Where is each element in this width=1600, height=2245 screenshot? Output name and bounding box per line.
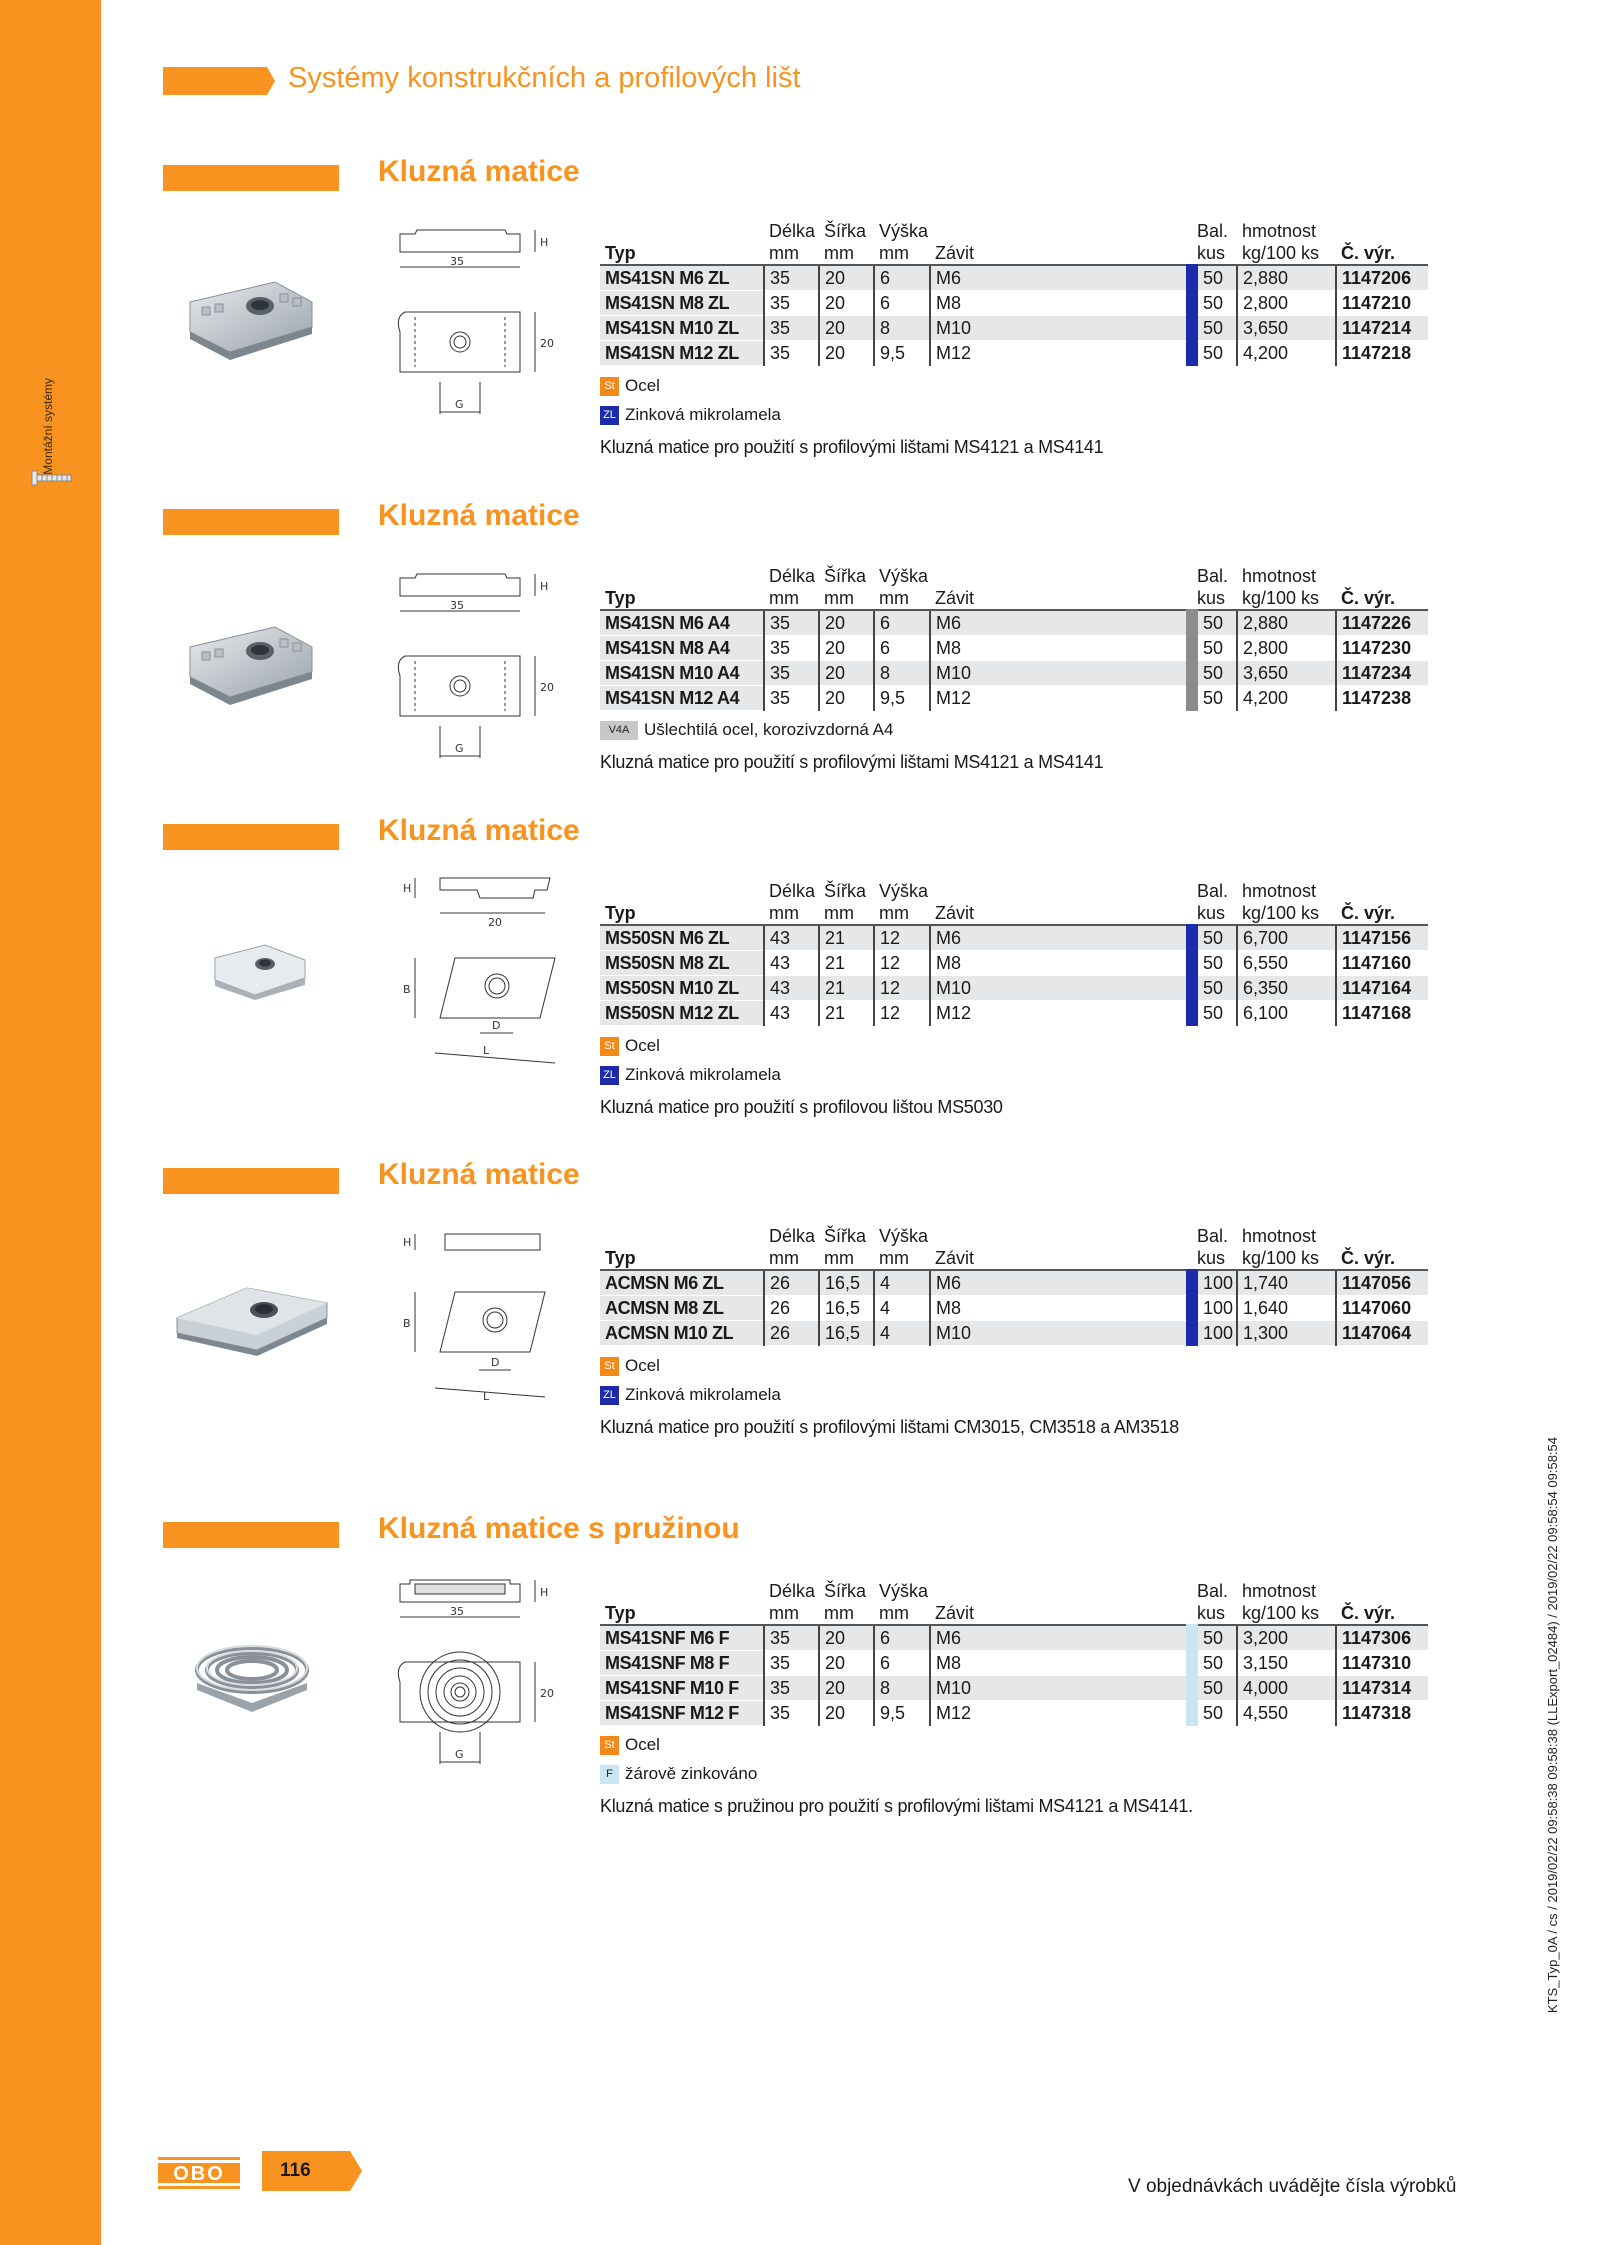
material-legend-st: St Ocel xyxy=(600,1735,660,1755)
dim-b: B xyxy=(403,983,411,996)
svg-text:OBO: OBO xyxy=(173,2163,225,2185)
zl-badge: ZL xyxy=(600,406,619,425)
table-row: MS41SN M8 A4 35 20 6 M8 50 2,800 1147230 xyxy=(600,636,1428,661)
dim-g: G xyxy=(455,1748,464,1761)
section-bar xyxy=(163,509,339,535)
dim-length: 35 xyxy=(450,599,464,612)
side-stamp: KTS_Typ_0A / cs / 2019/02/22 09:58:38 09:58:38 (LLExport_02484) / 2019/02/22 09:58:54 09:58:54 xyxy=(1545,1437,1560,2014)
material-legend-f: F žárově zinkováno xyxy=(600,1764,757,1784)
dim-length: 35 xyxy=(450,1605,464,1618)
footer-note: V objednávkách uvádějte čísla výrobků xyxy=(1128,2176,1457,2197)
dim-height: H xyxy=(540,1586,549,1599)
table-row: MS41SNF M10 F 35 20 8 M10 50 4,000 1147314 xyxy=(600,1676,1428,1701)
zl-badge: ZL xyxy=(600,1386,619,1405)
dim-d: D xyxy=(491,1356,500,1369)
section-note: Kluzná matice pro použití s profilovou lištou MS5030 xyxy=(600,1097,1003,1117)
sidebar-label: Montážní systémy xyxy=(41,378,55,475)
section-bar xyxy=(163,1168,339,1194)
dim-height: H xyxy=(403,882,412,895)
f-badge: F xyxy=(600,1765,619,1784)
dim-g: G xyxy=(455,742,464,755)
product-table: Délka Šířka Výška Bal. hmotnost Typ mm mm mm Závit kus kg/100 ks Č. výr. ACMSN M6 ZL 26 16,5 4 M6 100 1,740 1147056 ACMSN M8 ZL 26 16,5 4 M8 100 1,640 1147060 ACMSN M10 ZL 26 16,5 4 M10 100 1,300 1147064 xyxy=(600,1225,1428,1346)
table-row: MS41SN M10 A4 35 20 8 M10 50 3,650 1147234 xyxy=(600,661,1428,686)
product-photo xyxy=(180,617,320,707)
st-badge: St xyxy=(600,377,619,396)
table-row: MS41SN M12 ZL 35 20 9,5 M12 50 4,200 1147218 xyxy=(600,341,1428,366)
product-photo xyxy=(180,272,320,362)
product-table: Délka Šířka Výška Bal. hmotnost Typ mm mm mm Závit kus kg/100 ks Č. výr. MS50SN M6 ZL 43 21 12 M6 50 6,700 1147156 MS50SN M8 ZL 43 21 12 M8 50 6,550 1147160 MS50SN M10 ZL 43 21 12 M10 50 6,350 1147164 MS50SN M12 ZL 43 21 12 M12 50 6,100 1147168 xyxy=(600,880,1428,1026)
dim-height: H xyxy=(403,1236,412,1249)
technical-drawing xyxy=(395,1222,575,1422)
table-row: ACMSN M10 ZL 26 16,5 4 M10 100 1,300 1147064 xyxy=(600,1321,1428,1346)
technical-drawing xyxy=(395,222,575,417)
product-table: Délka Šířka Výška Bal. hmotnost Typ mm mm mm Závit kus kg/100 ks Č. výr. MS41SNF M6 F 35 20 6 M6 50 3,200 1147306 MS41SNF M8 F 35 20 6 M8 50 3,150 1147310 MS41SNF M10 F 35 20 8 M10 50 4,000 1147314 MS41SNF M12 F 35 20 9,5 M12 50 4,550 1147318 xyxy=(600,1580,1428,1726)
table-row: ACMSN M6 ZL 26 16,5 4 M6 100 1,740 1147056 xyxy=(600,1270,1428,1296)
section-bar xyxy=(163,165,339,191)
table-row: MS41SN M12 A4 35 20 9,5 M12 50 4,200 1147238 xyxy=(600,686,1428,711)
section-note: Kluzná matice s pružinou pro použití s profilovými lištami MS4121 a MS4141. xyxy=(600,1796,1193,1816)
section-title: Kluzná matice xyxy=(378,499,580,532)
product-table: Délka Šířka Výška Bal. hmotnost Typ mm mm mm Závit kus kg/100 ks Č. výr. MS41SN M6 A4 35 20 6 M6 50 2,880 1147226 MS41SN M8 A4 35 20 6 M8 50 2,800 1147230 MS41SN M10 A4 35 20 8 M10 50 3,650 1147234 MS41SN M12 A4 35 20 9,5 M12 50 4,200 1147238 xyxy=(600,565,1428,711)
dim-top: 20 xyxy=(488,916,502,929)
obo-logo xyxy=(158,2157,240,2189)
dim-d: D xyxy=(492,1019,501,1032)
zl-badge: ZL xyxy=(600,1066,619,1085)
section-title: Kluzná matice xyxy=(378,155,580,188)
dim-height: H xyxy=(540,580,549,593)
material-legend-st: St Ocel xyxy=(600,1356,660,1376)
section-title: Kluzná matice s pružinou xyxy=(378,1512,740,1545)
section-bar xyxy=(163,824,339,850)
dim-b: B xyxy=(403,1317,411,1330)
material-legend-zl: ZL Zinková mikrolamela xyxy=(600,1065,781,1085)
table-row: ACMSN M8 ZL 26 16,5 4 M8 100 1,640 1147060 xyxy=(600,1296,1428,1321)
section-bar xyxy=(163,1522,339,1548)
product-photo xyxy=(182,1628,322,1718)
dim-width: 20 xyxy=(540,337,554,350)
dim-l: L xyxy=(483,1044,490,1057)
technical-drawing xyxy=(395,1572,575,1772)
material-legend-zl: ZL Zinková mikrolamela xyxy=(600,1385,781,1405)
section-title: Kluzná matice xyxy=(378,814,580,847)
dim-length: 35 xyxy=(450,255,464,268)
screw-icon xyxy=(30,470,78,486)
table-row: MS41SN M10 ZL 35 20 8 M10 50 3,650 1147214 xyxy=(600,316,1428,341)
product-photo xyxy=(210,940,310,1000)
page-title: Systémy konstrukčních a profilových lišt xyxy=(288,62,801,94)
material-legend-st: St Ocel xyxy=(600,1036,660,1056)
technical-drawing xyxy=(395,566,575,761)
orange-sidebar xyxy=(0,0,101,2245)
dim-width: 20 xyxy=(540,1687,554,1700)
product-photo xyxy=(172,1278,332,1358)
st-badge: St xyxy=(600,1736,619,1755)
table-row: MS41SN M6 A4 35 20 6 M6 50 2,880 1147226 xyxy=(600,610,1428,636)
table-row: MS41SNF M6 F 35 20 6 M6 50 3,200 1147306 xyxy=(600,1625,1428,1651)
section-note: Kluzná matice pro použití s profilovými lištami CM3015, CM3518 a AM3518 xyxy=(600,1417,1179,1437)
table-row: MS41SN M8 ZL 35 20 6 M8 50 2,800 1147210 xyxy=(600,291,1428,316)
table-row: MS41SNF M12 F 35 20 9,5 M12 50 4,550 1147318 xyxy=(600,1701,1428,1726)
st-badge: St xyxy=(600,1357,619,1376)
dim-l: L xyxy=(483,1390,490,1403)
section-note: Kluzná matice pro použití s profilovými lištami MS4121 a MS4141 xyxy=(600,752,1104,772)
product-table: Délka Šířka Výška Bal. hmotnost Typ mm mm mm Závit kus kg/100 ks Č. výr. MS41SN M6 ZL 35 20 6 M6 50 2,880 1147206 MS41SN M8 ZL 35 20 6 M8 50 2,800 1147210 MS41SN M10 ZL 35 20 8 M10 50 3,650 1147214 MS41SN M12 ZL 35 20 9,5 M12 50 4,200 1147218 xyxy=(600,220,1428,366)
dim-height: H xyxy=(540,236,549,249)
page-number: 116 xyxy=(280,2160,311,2181)
section-note: Kluzná matice pro použití s profilovými lištami MS4121 a MS4141 xyxy=(600,437,1104,457)
table-row: MS41SN M6 ZL 35 20 6 M6 50 2,880 1147206 xyxy=(600,265,1428,291)
material-legend-st: St Ocel xyxy=(600,376,660,396)
table-row: MS50SN M6 ZL 43 21 12 M6 50 6,700 1147156 xyxy=(600,925,1428,951)
table-row: MS50SN M8 ZL 43 21 12 M8 50 6,550 1147160 xyxy=(600,951,1428,976)
v4a-badge: V4A xyxy=(600,721,638,740)
material-legend-v4a: V4A Ušlechtilá ocel, korozivzdorná A4 xyxy=(600,720,893,740)
table-row: MS50SN M12 ZL 43 21 12 M12 50 6,100 1147168 xyxy=(600,1001,1428,1026)
table-row: MS50SN M10 ZL 43 21 12 M10 50 6,350 1147164 xyxy=(600,976,1428,1001)
technical-drawing xyxy=(395,868,575,1068)
header-flag xyxy=(163,67,275,95)
material-legend-zl: ZL Zinková mikrolamela xyxy=(600,405,781,425)
table-row: MS41SNF M8 F 35 20 6 M8 50 3,150 1147310 xyxy=(600,1651,1428,1676)
st-badge: St xyxy=(600,1037,619,1056)
page-number-tab xyxy=(262,2151,362,2191)
dim-g: G xyxy=(455,398,464,411)
section-title: Kluzná matice xyxy=(378,1158,580,1191)
dim-width: 20 xyxy=(540,681,554,694)
